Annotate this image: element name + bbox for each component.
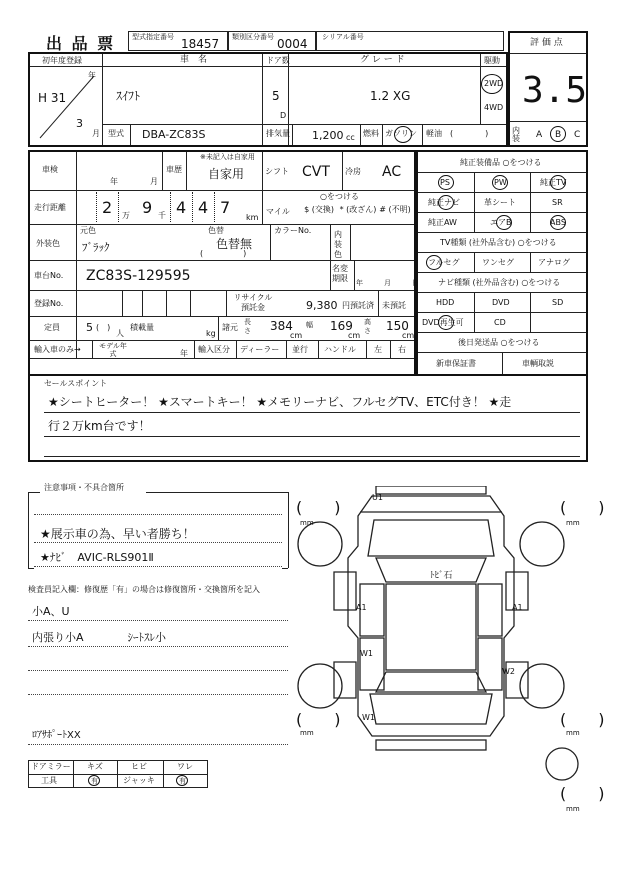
history-label: 車歴 xyxy=(166,165,182,174)
spec-table xyxy=(28,150,419,376)
sales-line-1: ★シートヒーター！ ★スマートキー！ ★メモリーナビ、フルセグTV、ETC付き！ ★走 xyxy=(48,395,512,409)
inspection-year: 年 xyxy=(110,177,118,186)
tire-rr-bracket: ( ) xyxy=(560,710,605,729)
circle-note: ○をつける xyxy=(320,192,359,201)
shift-value: CVT xyxy=(302,164,330,180)
history-note: ※未記入は自家用 xyxy=(200,153,255,161)
legend-jack: ジャッキ xyxy=(123,776,155,785)
option-ps-circle xyxy=(438,175,454,190)
shift-label: シフト xyxy=(265,167,289,176)
notes-label: 注意事項・不具合箇所 xyxy=(44,483,124,492)
original-color-value: ﾌﾞﾗｯｸ xyxy=(82,241,110,254)
mileage-digit-1: 2 xyxy=(102,198,113,217)
drive-2wd-circle xyxy=(481,74,503,94)
original-color-label: 元色 xyxy=(80,226,96,235)
option-genuine-navi-circle xyxy=(438,195,454,210)
sales-label: セールスポイント xyxy=(44,379,108,388)
later-label: 後日発送品 ○をつける xyxy=(458,338,540,347)
navi-dvd: DVD xyxy=(492,298,510,307)
reg-no-label: 登録No. xyxy=(34,299,64,308)
color-label: 色替 xyxy=(208,226,224,235)
displacement-label: 排気量 xyxy=(266,129,290,138)
inspection-month: 月 xyxy=(150,177,158,186)
score-box xyxy=(508,31,588,147)
legend-jack-circle xyxy=(176,775,188,786)
handle-label: ハンドル xyxy=(324,345,356,354)
name-change-ymd: 年 月 日 xyxy=(356,279,419,287)
drive-label: 駆動 xyxy=(484,56,500,65)
option-airbag-circle xyxy=(496,215,512,230)
fuel-value: ガソリン xyxy=(385,129,417,138)
mark-a1-left: A1 xyxy=(356,603,367,612)
model-year-unit: 年 xyxy=(180,349,188,358)
load-label: 積載量 xyxy=(130,323,154,332)
color-paren: ( ) xyxy=(200,249,247,258)
height-unit: cm xyxy=(402,331,415,340)
capacity-unit: 人 xyxy=(116,329,124,338)
mark-w2-right: W2 xyxy=(502,667,515,676)
option-ps: PS xyxy=(440,178,450,187)
model-value: DBA-ZC83S xyxy=(142,128,206,141)
options-panel xyxy=(416,150,588,376)
grade-value: 1.2 XG xyxy=(370,89,411,103)
displacement-unit: cc xyxy=(346,133,355,142)
fuel-label: 燃料 xyxy=(363,129,379,138)
tv-fullseg: フルセグ xyxy=(428,258,460,267)
interior-label: 内装 xyxy=(512,126,520,143)
mileage-man: 万 xyxy=(122,211,130,220)
width-value: 169 xyxy=(330,319,353,333)
later-warranty: 新車保証書 xyxy=(436,359,476,368)
length-label: 長さ xyxy=(244,318,251,335)
option-genuine-tv: 純正TV xyxy=(540,178,567,187)
exchange: $ (交換) xyxy=(304,205,334,214)
spare-tire-bracket: ( ) xyxy=(560,784,605,803)
legend-crack: ヒビ xyxy=(131,762,147,771)
inspector-label: 検査員記入欄：修復歴「有」の場合は修復箇所・交換箇所を記入 xyxy=(28,585,260,594)
era-year-unit: 年 xyxy=(88,71,96,80)
option-leather: 革シート xyxy=(484,198,516,207)
displacement-value: 1,200 xyxy=(312,129,344,142)
serial-box xyxy=(316,31,504,51)
legend-scratch: キズ xyxy=(87,762,103,771)
designation-box xyxy=(128,31,228,51)
option-pw-circle xyxy=(492,175,508,190)
category-box xyxy=(228,31,316,51)
mileage-digit-4: 4 xyxy=(198,198,209,217)
option-abs: ABS xyxy=(550,218,566,227)
car-name-label: 車 名 xyxy=(180,55,208,65)
doors-label: ドア数 xyxy=(266,56,290,65)
mileage-label: 走行距離 xyxy=(34,203,66,212)
doors-value: 5 xyxy=(272,89,280,103)
tire-fl-mm: mm xyxy=(300,519,314,527)
tire-fr-bracket: ( ) xyxy=(560,498,605,517)
later-manual: 車輌取説 xyxy=(522,359,554,368)
car-damage-diagram xyxy=(290,486,590,816)
fuel-circle xyxy=(394,126,412,143)
interior-b: B xyxy=(555,130,562,140)
interior-c: C xyxy=(574,130,581,140)
legend-mirror: ドアミラー xyxy=(31,762,71,771)
door-type: D xyxy=(280,111,287,120)
chassis-value: ZC83S-129595 xyxy=(86,268,191,284)
category-label: 類別区分番号 xyxy=(232,33,274,41)
mark-u1: U1 xyxy=(372,493,383,502)
mile-label: マイル xyxy=(266,207,290,216)
notes-line-1: ★展示車の為、早い者勝ち！ xyxy=(40,527,195,541)
option-genuine-aw: 純正AW xyxy=(428,218,457,227)
option-sr: SR xyxy=(552,198,563,207)
serial-label: シリアル番号 xyxy=(322,33,364,41)
sales-line-2: 行２万km台です！ xyxy=(48,419,151,433)
interior-color-label: 内装色 xyxy=(334,230,342,259)
legend-table xyxy=(28,760,208,788)
tire-rr-mm: mm xyxy=(566,729,580,737)
recycle-value: 9,380 xyxy=(306,299,338,312)
option-genuine-navi: 純正ナビ xyxy=(428,198,460,207)
mark-w1-left: W1 xyxy=(360,649,373,658)
mileage-digit-3: 4 xyxy=(176,198,187,217)
import-class-label: 輸入区分 xyxy=(198,345,230,354)
navi-dvd-playable: DVD再生可 xyxy=(422,318,464,327)
color-no-label: カラーNo. xyxy=(274,226,312,235)
name-change-label: 名変期限 xyxy=(332,264,348,283)
form-title: 出 品 票 xyxy=(46,34,116,53)
exterior-color-label: 外装色 xyxy=(36,239,60,248)
score-label: 評 価 点 xyxy=(530,38,563,48)
color-change-value: 色替無 xyxy=(216,237,253,251)
height-value: 150 xyxy=(386,319,409,333)
tv-oneseg: ワンセグ xyxy=(482,258,514,267)
recycle-unit: 円預託済 xyxy=(342,301,374,310)
width-unit: cm xyxy=(348,331,361,340)
vehicle-info-box xyxy=(28,52,508,147)
score-value: 3.5 xyxy=(522,70,588,111)
not-deposited: 未預託 xyxy=(382,301,406,310)
dims-label: 諸元 xyxy=(222,323,238,332)
navi-sd: SD xyxy=(552,298,564,307)
designation-no: 18457 xyxy=(181,37,220,51)
navi-label: ナビ種類 (社外品含む) ○をつける xyxy=(438,278,561,287)
chassis-label: 車台No. xyxy=(34,271,64,280)
capacity-paren: ( ) xyxy=(96,323,111,332)
handle-left: 左 xyxy=(374,345,382,354)
tire-rl-bracket: ( ) xyxy=(296,710,341,729)
legend-tools-circle xyxy=(88,775,100,786)
category-no: 0004 xyxy=(277,37,308,51)
legend-tools: 工具 xyxy=(41,776,57,785)
unknown: # (不明) xyxy=(379,205,411,214)
mark-stone-chip: ﾄﾋﾞ石 xyxy=(430,571,453,581)
length-unit: cm xyxy=(290,331,303,340)
mileage-sen: 千 xyxy=(158,211,166,220)
legend-jack-yes: 有 xyxy=(179,777,186,785)
mileage-digit-2: 9 xyxy=(142,198,153,217)
tv-label: TV種類 (社外品含む) ○をつける xyxy=(440,238,557,247)
mark-a1-right: A1 xyxy=(512,603,523,612)
first-reg-month: 3 xyxy=(76,117,83,130)
mileage-km: km xyxy=(246,213,259,222)
drive-2wd: 2WD xyxy=(484,79,504,88)
interior-b-circle xyxy=(550,126,566,142)
width-label: 幅 xyxy=(306,321,313,329)
drive-4wd: 4WD xyxy=(484,103,504,112)
mark-w1-rear: W1 xyxy=(362,713,375,722)
designation-label: 型式指定番号 xyxy=(132,33,174,41)
history-value: 自家用 xyxy=(208,167,245,181)
parallel: 並行 xyxy=(292,345,308,354)
option-abs-circle xyxy=(550,215,566,230)
capacity-value: 5 xyxy=(86,321,93,334)
option-genuine-tv-circle xyxy=(550,175,566,190)
first-reg-label: 初年度登録 xyxy=(42,56,82,65)
tire-rl-mm: mm xyxy=(300,729,314,737)
inspector-entry-5: ﾛｱｻﾎﾟｰﾄXX xyxy=(32,730,81,741)
inspector-entry-2: 内張り小A ｼｰﾄｽﾚ小 xyxy=(32,631,167,644)
spare-tire-mm: mm xyxy=(566,805,580,813)
tire-fl-bracket: ( ) xyxy=(296,498,341,517)
fuel-paren: ( ) xyxy=(450,129,489,138)
notes-line-2: ★ﾅﾋﾞ AVIC-RLS901Ⅱ xyxy=(40,551,154,564)
tire-fr-mm: mm xyxy=(566,519,580,527)
genuine-label: 純正装備品 ○をつける xyxy=(460,158,542,167)
tampered: * (改ざん) xyxy=(339,205,377,214)
tv-fullseg-circle xyxy=(426,255,442,270)
legend-tools-yes: 有 xyxy=(91,777,98,785)
navi-dvd-playable-circle xyxy=(438,315,454,330)
interior-a: A xyxy=(536,130,543,140)
ac-label: 冷房 xyxy=(345,167,361,176)
first-reg-month-unit: 月 xyxy=(92,129,100,138)
ac-value: AC xyxy=(382,164,402,180)
light-oil: 軽油 xyxy=(426,129,442,138)
navi-hdd: HDD xyxy=(436,298,455,307)
inspection-label: 車検 xyxy=(42,165,58,174)
mileage-digit-5: 7 xyxy=(220,198,231,217)
legend-break: ワレ xyxy=(177,762,193,771)
model-label: 型式 xyxy=(108,129,124,138)
capacity-label: 定員 xyxy=(44,323,60,332)
tv-analog: アナログ xyxy=(538,258,570,267)
import-label: 輸入車のみ→ xyxy=(34,345,81,354)
recycle-label: リサイクル預託金 xyxy=(233,293,273,312)
height-label: 高さ xyxy=(364,318,371,335)
grade-label: グ レ ー ド xyxy=(360,55,405,65)
navi-cd: CD xyxy=(494,318,506,327)
option-airbag: エアB xyxy=(490,218,512,227)
inspector-entry-1: 小A、U xyxy=(32,605,70,618)
model-year-label: モデル年式 xyxy=(99,342,127,358)
sales-point-box xyxy=(28,374,588,462)
load-unit: kg xyxy=(206,329,216,338)
handle-right: 右 xyxy=(398,345,406,354)
car-name-value: ｽｲﾌﾄ xyxy=(116,89,141,103)
dealer: ディーラー xyxy=(240,345,280,354)
length-value: 384 xyxy=(270,319,293,333)
era-value: H 31 xyxy=(38,91,67,105)
option-pw: PW xyxy=(494,178,507,187)
